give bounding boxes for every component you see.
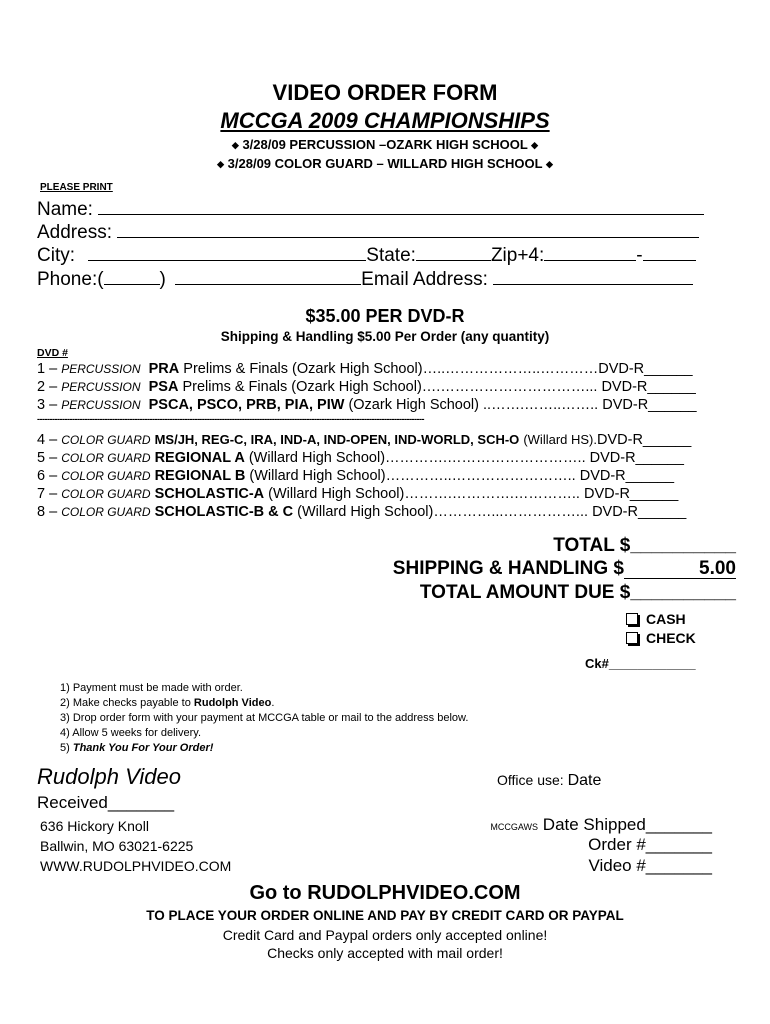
payee-name: Rudolph Video (193, 697, 272, 709)
phone-field[interactable] (175, 267, 361, 285)
online-order-note: TO PLACE YOUR ORDER ONLINE AND PAY BY CREDIT CARD OR PAYPAL (146, 908, 624, 923)
zip-ext-field[interactable] (643, 243, 696, 261)
area-code-field[interactable] (104, 267, 160, 285)
office-date-label: Date (567, 772, 602, 789)
city-field[interactable] (88, 243, 366, 261)
dvd-quantity-field[interactable]: DVD-R______ (592, 504, 687, 520)
thank-you-text: Thank You For Your Order! (72, 742, 214, 754)
shipping-handling-row (393, 558, 736, 580)
dvd-num: 8 – (37, 504, 58, 520)
cash-option[interactable] (626, 611, 686, 627)
diamond-icon: ◆ (531, 140, 539, 150)
dvd-desc: (Willard HS). (523, 432, 597, 447)
shipping-handling-value: 5.00 (624, 559, 736, 579)
dvd-desc: (Willard High School)………….……………………….. (248, 450, 586, 466)
company-website[interactable]: WWW.RUDOLPHVIDEO.COM (40, 858, 232, 874)
dvd-category: COLOR GUARD (61, 433, 151, 447)
zip-label: Zip+4: (490, 245, 545, 266)
dvd-quantity-field[interactable]: DVD-R______ (602, 397, 697, 413)
cash-checkbox[interactable] (626, 613, 638, 625)
instruction-5 (60, 742, 213, 754)
order-number-field[interactable]: Order #_______ (588, 835, 712, 854)
event-line-2-text: 3/28/09 COLOR GUARD – WILLARD HIGH SCHOOL (227, 156, 543, 171)
address-field[interactable] (117, 220, 699, 238)
phone-close-paren: ) (159, 269, 166, 290)
dvd-item-3 (37, 397, 697, 413)
state-label: State: (366, 245, 416, 266)
price-per-dvd: $35.00 PER DVD-R (305, 306, 465, 326)
check-label: CHECK (646, 630, 696, 646)
shipping-handling-label: SHIPPING & HANDLING $ (392, 558, 624, 579)
office-use (497, 772, 601, 790)
dvd-desc: Prelims & Finals (Ozark High School)….…………………………... (182, 379, 598, 395)
email-field[interactable] (493, 267, 693, 285)
total-amount-due-field[interactable]: TOTAL AMOUNT DUE $__________ (419, 582, 736, 603)
zip-field[interactable] (544, 243, 636, 261)
dvd-category: PERCUSSION (61, 398, 141, 412)
dvd-quantity-field[interactable]: DVD-R______ (601, 379, 696, 395)
online-only-note: Credit Card and Paypal orders only accepted online! (222, 927, 548, 943)
date-shipped-field[interactable]: Date Shipped_______ (542, 815, 712, 834)
instruction-2-text: 2) Make checks payable to (60, 697, 194, 709)
zip-dash: - (636, 245, 643, 266)
dvd-number-header: DVD # (37, 347, 68, 359)
address-label: Address: (37, 222, 112, 243)
form-title: VIDEO ORDER FORM (272, 80, 498, 105)
dvd-num: 3 – (37, 397, 58, 413)
instruction-2 (60, 697, 274, 709)
dvd-num: 2 – (37, 379, 58, 395)
cash-label: CASH (646, 611, 686, 627)
email-label: Email Address: (361, 269, 488, 290)
name-row (37, 197, 704, 221)
name-label: Name: (37, 199, 93, 220)
website-callout: Go to RUDOLPHVIDEO.COM (249, 882, 521, 904)
received-field[interactable]: Received_______ (37, 793, 175, 812)
dvd-quantity-field[interactable]: DVD-R______ (598, 361, 693, 377)
dvd-desc: (Willard High School)…………..…………………….. (249, 468, 576, 484)
date-shipped-row (490, 815, 712, 835)
check-option[interactable] (626, 630, 696, 646)
instruction-4: 4) Allow 5 weeks for delivery. (60, 727, 202, 739)
event-line-1-text: 3/28/09 PERCUSSION –OZARK HIGH SCHOOL (242, 137, 528, 152)
dvd-item-4 (37, 432, 691, 448)
company-address-1: 636 Hickory Knoll (40, 818, 149, 834)
dvd-quantity-field[interactable]: DVD-R______ (597, 432, 692, 448)
dvd-num: 7 – (37, 486, 58, 502)
check-checkbox[interactable] (626, 632, 638, 644)
state-field[interactable] (416, 243, 491, 261)
dvd-category: PERCUSSION (61, 362, 141, 376)
dvd-item-1 (37, 361, 693, 377)
dvd-quantity-field[interactable]: DVD-R______ (589, 450, 684, 466)
phone-row (37, 267, 693, 291)
mccgaws-code: MCCGAWS (490, 822, 539, 832)
dvd-category: COLOR GUARD (61, 505, 151, 519)
dvd-item-2 (37, 379, 696, 395)
diamond-icon: ◆ (545, 159, 553, 169)
dvd-code: PSCA, PSCO, PRB, PIA, PIW (148, 397, 345, 413)
diamond-icon: ◆ (231, 140, 239, 150)
please-print-label: PLEASE PRINT (40, 182, 113, 193)
dvd-category: COLOR GUARD (61, 451, 151, 465)
dvd-desc: (Ozark High School) ..…….……..…….. (348, 397, 599, 413)
office-use-label: Office use: (497, 772, 564, 788)
mail-only-note: Checks only accepted with mail order! (267, 945, 503, 961)
event-title: MCCGA 2009 CHAMPIONSHIPS (220, 108, 550, 133)
dvd-code: REGIONAL A (154, 450, 245, 466)
instruction-1: 1) Payment must be made with order. (60, 682, 243, 694)
dvd-desc: Prelims & Finals (Ozark High School)…..………………..………… (183, 361, 599, 377)
company-name: Rudolph Video (37, 764, 181, 789)
dvd-category: COLOR GUARD (61, 469, 151, 483)
dvd-num: 5 – (37, 450, 58, 466)
event-line-2 (0, 156, 770, 171)
shipping-note: Shipping & Handling $5.00 Per Order (any quantity) (220, 329, 550, 344)
dvd-category: COLOR GUARD (61, 487, 151, 501)
phone-label: Phone:( (37, 269, 104, 290)
city-row (37, 243, 696, 267)
video-number-field[interactable]: Video #_______ (588, 856, 712, 875)
total-field[interactable]: TOTAL $__________ (553, 535, 736, 556)
section-divider: ----------------------------------------------------------------------------------------------------------------------------------------------------------- (37, 414, 425, 424)
dvd-category: PERCUSSION (61, 380, 141, 394)
dvd-desc: (Willard High School)……….………….………….. (268, 486, 580, 502)
name-field[interactable] (98, 197, 704, 215)
dvd-code: PRA (148, 361, 180, 377)
dvd-item-8 (37, 504, 686, 520)
dvd-num: 6 – (37, 468, 58, 484)
dvd-desc: (Willard High School)…………...……………... (297, 504, 589, 520)
dvd-item-7 (37, 486, 678, 502)
diamond-icon: ◆ (217, 159, 225, 169)
city-label: City: (37, 245, 75, 266)
dvd-item-6 (37, 468, 674, 484)
dvd-item-5 (37, 450, 684, 466)
instruction-3: 3) Drop order form with your payment at MCCGA table or mail to the address below. (60, 712, 469, 724)
event-line-1 (0, 137, 770, 152)
dvd-code: REGIONAL B (154, 468, 246, 484)
dvd-quantity-field[interactable]: DVD-R______ (584, 486, 679, 502)
company-address-2: Ballwin, MO 63021-6225 (40, 838, 194, 854)
dvd-quantity-field[interactable]: DVD-R______ (579, 468, 675, 484)
address-row (37, 220, 699, 244)
dvd-num: 1 – (37, 361, 58, 377)
instruction-2-end: . (271, 697, 275, 709)
dvd-code: SCHOLASTIC-A (154, 486, 265, 502)
dvd-code: PSA (148, 379, 179, 395)
dvd-code: SCHOLASTIC-B & C (154, 504, 294, 520)
instruction-5-num: 5) (60, 742, 73, 754)
check-number-field[interactable]: Ck#____________ (585, 656, 696, 671)
dvd-num: 4 – (37, 432, 58, 448)
dvd-code: MS/JH, REG-C, IRA, IND-A, IND-OPEN, IND-WORLD, SCH-O (154, 432, 520, 447)
